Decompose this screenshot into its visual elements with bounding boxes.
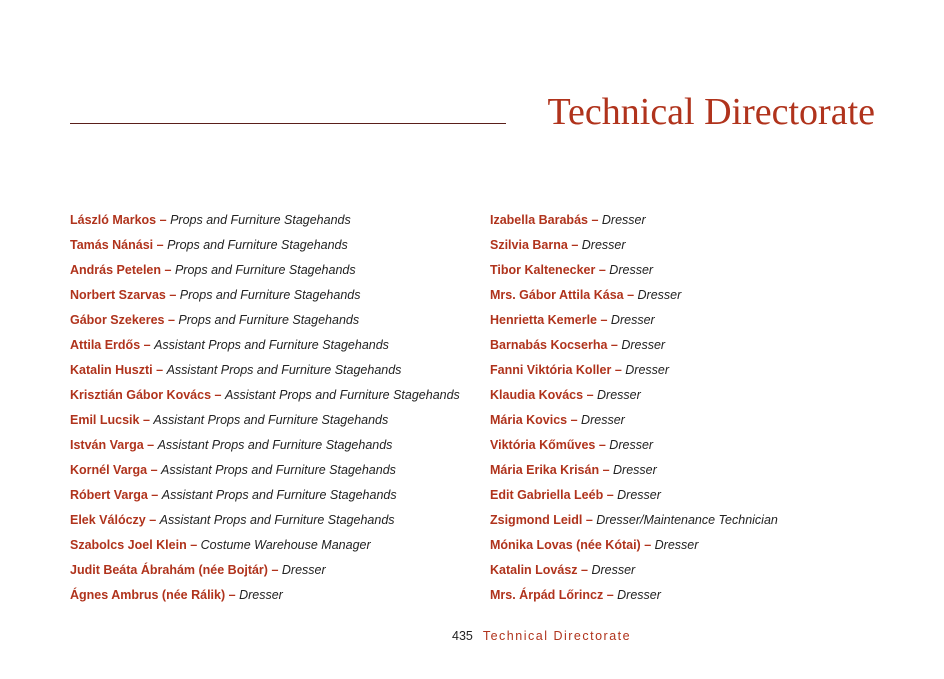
staff-name: Edit Gabriella Leéb — [490, 488, 604, 502]
staff-role: Dresser — [281, 563, 326, 577]
staff-name: Ágnes Ambrus (née Rálik) — [70, 588, 226, 602]
staff-role: Props and Furniture Stagehands — [170, 213, 351, 227]
separator-dash: – — [150, 463, 158, 477]
staff-name: László Markos — [70, 213, 157, 227]
staff-role: Assistant Props and Furniture Stagehands — [154, 338, 389, 352]
separator-dash: – — [627, 288, 635, 302]
separator-dash: – — [159, 213, 167, 227]
list-item — [490, 433, 890, 458]
staff-list-right — [490, 208, 890, 608]
separator-dash: – — [586, 388, 594, 402]
staff-name: Kornél Varga — [70, 463, 148, 477]
list-item — [490, 233, 890, 258]
staff-role: Dresser — [617, 488, 661, 502]
staff-role: Dresser/Maintenance Technician — [596, 513, 778, 527]
staff-name: Izabella Barabás — [490, 213, 588, 227]
page-footer — [452, 627, 631, 645]
separator-dash: – — [571, 238, 579, 252]
list-item — [70, 333, 480, 358]
separator-dash: – — [585, 513, 593, 527]
header-rule — [70, 123, 506, 124]
staff-name: Mrs. Gábor Attila Kása — [490, 288, 624, 302]
staff-name: Tibor Kaltenecker — [490, 263, 596, 277]
list-item — [70, 208, 480, 233]
list-item — [70, 258, 480, 283]
staff-name: Fanni Viktória Koller — [490, 363, 612, 377]
staff-role: Dresser — [637, 288, 682, 302]
staff-name: Mária Kovics — [490, 413, 568, 427]
staff-name: Katalin Lovász — [490, 563, 578, 577]
staff-role: Props and Furniture Stagehands — [174, 263, 356, 277]
staff-name: Barnabás Kocserha — [490, 338, 608, 352]
staff-name: Elek Válóczy — [70, 513, 146, 527]
list-item — [70, 583, 480, 608]
staff-name: Viktória Kőműves — [490, 438, 596, 452]
separator-dash: – — [151, 488, 159, 502]
staff-list-left — [70, 208, 480, 608]
staff-name: Tamás Nánási — [70, 238, 154, 252]
staff-role: Assistant Props and Furniture Stagehands — [161, 488, 397, 502]
separator-dash: – — [570, 413, 578, 427]
staff-role: Props and Furniture Stagehands — [167, 238, 348, 252]
staff-role: Props and Furniture Stagehands — [178, 313, 360, 327]
staff-name: István Varga — [70, 438, 144, 452]
separator-dash: – — [581, 563, 588, 577]
staff-role: Dresser — [581, 238, 626, 252]
staff-name: Norbert Szarvas — [70, 288, 166, 302]
staff-role: Dresser — [581, 413, 625, 427]
separator-dash: – — [142, 413, 150, 427]
staff-name: Róbert Varga — [70, 488, 148, 502]
separator-dash: – — [600, 313, 608, 327]
staff-name: Katalin Huszti — [70, 363, 153, 377]
separator-dash: – — [190, 538, 198, 552]
staff-name: Emil Lucsik — [70, 413, 140, 427]
list-item — [70, 358, 480, 383]
staff-name: Klaudia Kovács — [490, 388, 584, 402]
separator-dash: – — [606, 488, 614, 502]
staff-name: Mrs. Árpád Lőrincz — [490, 588, 604, 602]
page-title: Technical Directorate — [547, 91, 875, 133]
page-number: 435 — [452, 629, 473, 643]
list-item — [70, 283, 480, 308]
staff-name: Gábor Szekeres — [70, 313, 165, 327]
list-item — [70, 483, 480, 508]
staff-name: Mária Erika Krisán — [490, 463, 600, 477]
staff-role: Dresser — [239, 588, 283, 602]
staff-name: Attila Erdős — [70, 338, 141, 352]
staff-role: Assistant Props and Furniture Stagehands — [153, 413, 389, 427]
staff-role: Dresser — [621, 338, 666, 352]
staff-role: Dresser — [601, 213, 646, 227]
separator-dash: – — [228, 588, 236, 602]
list-item — [490, 383, 890, 408]
list-item — [490, 333, 890, 358]
list-item — [70, 308, 480, 333]
staff-role: Props and Furniture Stagehands — [179, 288, 361, 302]
list-item — [490, 483, 890, 508]
separator-dash: – — [591, 213, 599, 227]
footer-section-title: Technical Directorate — [482, 629, 632, 643]
list-item — [70, 408, 480, 433]
separator-dash: – — [167, 313, 175, 327]
staff-role: Dresser — [597, 388, 641, 402]
staff-name: András Petelen — [70, 263, 162, 277]
staff-name: Szilvia Barna — [490, 238, 568, 252]
staff-name: Szabolcs Joel Klein — [70, 538, 187, 552]
separator-dash: – — [214, 388, 222, 402]
staff-role: Dresser — [613, 463, 657, 477]
separator-dash: – — [644, 538, 652, 552]
staff-role: Assistant Props and Furniture Stagehands — [159, 513, 395, 527]
separator-dash: – — [610, 338, 618, 352]
separator-dash: – — [614, 363, 622, 377]
staff-name: Krisztián Gábor Kovács — [70, 388, 212, 402]
separator-dash: – — [156, 238, 164, 252]
list-item — [490, 408, 890, 433]
list-item — [490, 508, 890, 533]
separator-dash: – — [271, 563, 279, 577]
staff-role: Assistant Props and Furniture Stagehands — [157, 438, 393, 452]
staff-name: Mónika Lovas (née Kótai) — [490, 538, 641, 552]
list-item — [70, 458, 480, 483]
separator-dash: – — [147, 438, 155, 452]
staff-role: Assistant Props and Furniture Stagehands — [166, 363, 402, 377]
staff-role: Dresser — [625, 363, 670, 377]
list-item — [490, 283, 890, 308]
list-item — [490, 208, 890, 233]
list-item — [70, 558, 480, 583]
list-item — [70, 433, 480, 458]
list-item — [490, 358, 890, 383]
separator-dash: – — [164, 263, 172, 277]
staff-role: Dresser — [610, 313, 655, 327]
list-item — [490, 533, 890, 558]
staff-role: Costume Warehouse Manager — [200, 538, 371, 552]
list-item — [490, 583, 890, 608]
staff-name: Judit Beáta Ábrahám (née Bojtár) — [70, 563, 268, 577]
staff-role: Dresser — [591, 563, 636, 577]
staff-role: Dresser — [654, 538, 699, 552]
list-item — [70, 533, 480, 558]
list-item — [70, 233, 480, 258]
list-item — [490, 458, 890, 483]
list-item — [490, 258, 890, 283]
staff-role: Dresser — [609, 438, 654, 452]
staff-name: Zsigmond Leidl — [490, 513, 583, 527]
separator-dash: – — [156, 363, 164, 377]
staff-role: Assistant Props and Furniture Stagehands — [224, 388, 460, 402]
staff-role: Dresser — [617, 588, 661, 602]
list-item — [490, 308, 890, 333]
staff-name: Henrietta Kemerle — [490, 313, 597, 327]
separator-dash: – — [602, 463, 610, 477]
separator-dash: – — [598, 263, 606, 277]
list-item — [490, 558, 890, 583]
staff-role: Dresser — [609, 263, 654, 277]
separator-dash: – — [606, 588, 614, 602]
list-item — [70, 383, 480, 408]
separator-dash: – — [598, 438, 606, 452]
separator-dash: – — [169, 288, 177, 302]
separator-dash: – — [143, 338, 151, 352]
separator-dash: – — [149, 513, 157, 527]
list-item — [70, 508, 480, 533]
staff-role: Assistant Props and Furniture Stagehands — [161, 463, 396, 477]
